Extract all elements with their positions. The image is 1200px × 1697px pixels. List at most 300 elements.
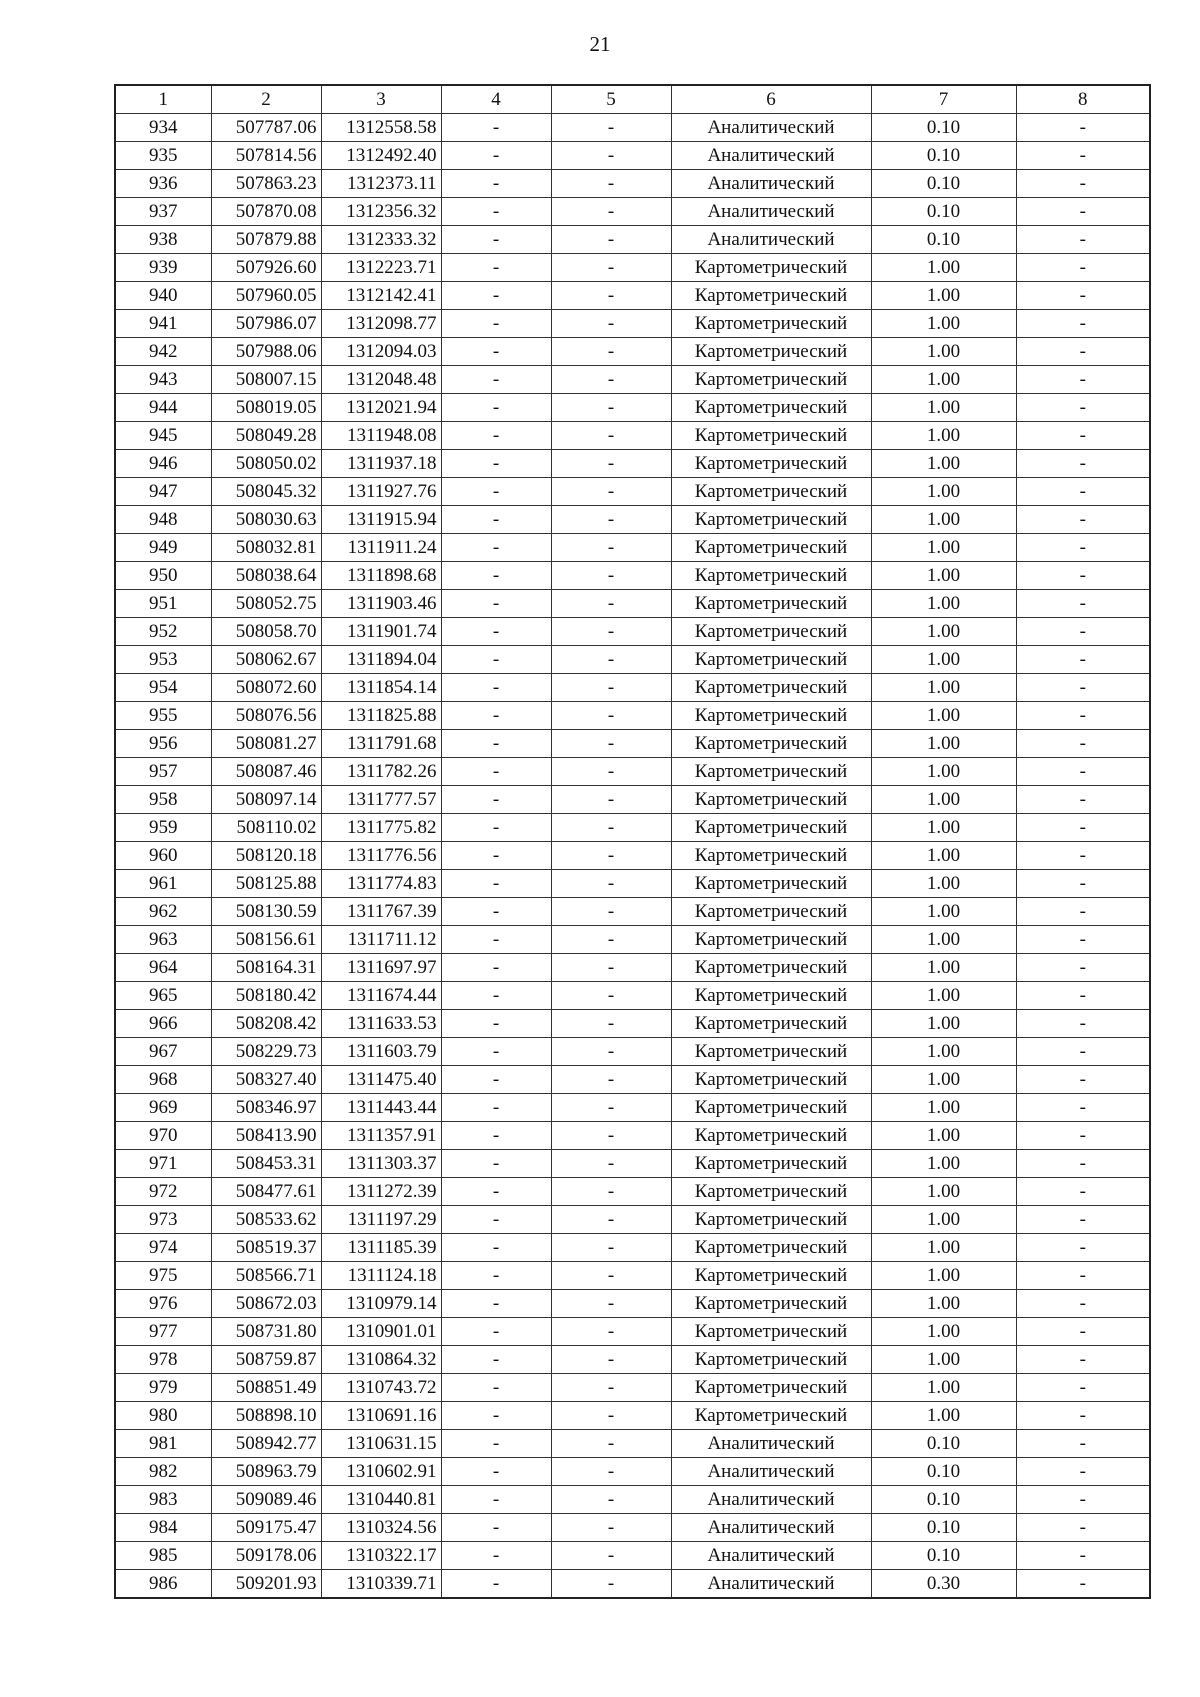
y-coordinate-cell: 1310979.14 xyxy=(321,1290,441,1318)
column-4-cell: - xyxy=(441,142,551,170)
precision-cell: 1.00 xyxy=(871,534,1016,562)
method-cell: Картометрический xyxy=(671,786,871,814)
x-coordinate-cell: 508050.02 xyxy=(211,450,321,478)
table-row xyxy=(115,1234,1150,1262)
column-4-cell: - xyxy=(441,1430,551,1458)
x-coordinate-cell: 508052.75 xyxy=(211,590,321,618)
column-4-cell: - xyxy=(441,450,551,478)
column-8-cell: - xyxy=(1016,730,1150,758)
precision-cell: 1.00 xyxy=(871,478,1016,506)
column-5-cell: - xyxy=(551,814,671,842)
column-8-cell: - xyxy=(1016,842,1150,870)
y-coordinate-cell: 1311603.79 xyxy=(321,1038,441,1066)
precision-cell: 1.00 xyxy=(871,1318,1016,1346)
table-row xyxy=(115,282,1150,310)
y-coordinate-cell: 1312098.77 xyxy=(321,310,441,338)
y-coordinate-cell: 1311777.57 xyxy=(321,786,441,814)
x-coordinate-cell: 507863.23 xyxy=(211,170,321,198)
column-4-cell: - xyxy=(441,170,551,198)
x-coordinate-cell: 507870.08 xyxy=(211,198,321,226)
x-coordinate-cell: 508058.70 xyxy=(211,618,321,646)
table-row xyxy=(115,1122,1150,1150)
point-number-cell: 944 xyxy=(115,394,211,422)
column-4-cell: - xyxy=(441,254,551,282)
method-cell: Картометрический xyxy=(671,1318,871,1346)
method-cell: Картометрический xyxy=(671,618,871,646)
column-5-cell: - xyxy=(551,198,671,226)
column-8-cell: - xyxy=(1016,394,1150,422)
column-4-cell: - xyxy=(441,646,551,674)
precision-cell: 0.10 xyxy=(871,142,1016,170)
point-number-cell: 965 xyxy=(115,982,211,1010)
x-coordinate-cell: 508346.97 xyxy=(211,1094,321,1122)
point-number-cell: 966 xyxy=(115,1010,211,1038)
x-coordinate-cell: 508125.88 xyxy=(211,870,321,898)
x-coordinate-cell: 509178.06 xyxy=(211,1542,321,1570)
column-5-cell: - xyxy=(551,1122,671,1150)
y-coordinate-cell: 1311674.44 xyxy=(321,982,441,1010)
column-8-cell: - xyxy=(1016,674,1150,702)
column-8-cell: - xyxy=(1016,1150,1150,1178)
column-5-cell: - xyxy=(551,506,671,534)
point-number-cell: 979 xyxy=(115,1374,211,1402)
x-coordinate-cell: 508019.05 xyxy=(211,394,321,422)
column-4-cell: - xyxy=(441,1010,551,1038)
table-row xyxy=(115,1010,1150,1038)
table-row xyxy=(115,506,1150,534)
precision-cell: 1.00 xyxy=(871,954,1016,982)
x-coordinate-cell: 508087.46 xyxy=(211,758,321,786)
column-5-cell: - xyxy=(551,1542,671,1570)
column-4-cell: - xyxy=(441,422,551,450)
x-coordinate-cell: 507814.56 xyxy=(211,142,321,170)
table-row xyxy=(115,338,1150,366)
precision-cell: 0.10 xyxy=(871,114,1016,142)
x-coordinate-cell: 508164.31 xyxy=(211,954,321,982)
y-coordinate-cell: 1312356.32 xyxy=(321,198,441,226)
column-5-cell: - xyxy=(551,338,671,366)
precision-cell: 1.00 xyxy=(871,1290,1016,1318)
table-row xyxy=(115,1402,1150,1430)
method-cell: Картометрический xyxy=(671,1038,871,1066)
y-coordinate-cell: 1311475.40 xyxy=(321,1066,441,1094)
method-cell: Картометрический xyxy=(671,450,871,478)
y-coordinate-cell: 1311854.14 xyxy=(321,674,441,702)
method-cell: Картометрический xyxy=(671,1402,871,1430)
column-4-cell: - xyxy=(441,1066,551,1094)
method-cell: Картометрический xyxy=(671,982,871,1010)
column-4-cell: - xyxy=(441,954,551,982)
column-8-cell: - xyxy=(1016,506,1150,534)
column-8-cell: - xyxy=(1016,814,1150,842)
column-8-cell: - xyxy=(1016,450,1150,478)
method-cell: Аналитический xyxy=(671,1486,871,1514)
table-row xyxy=(115,982,1150,1010)
point-number-cell: 962 xyxy=(115,898,211,926)
table-row xyxy=(115,114,1150,142)
column-4-cell: - xyxy=(441,282,551,310)
column-5-cell: - xyxy=(551,534,671,562)
column-8-cell: - xyxy=(1016,1234,1150,1262)
column-8-cell: - xyxy=(1016,982,1150,1010)
table-row xyxy=(115,1346,1150,1374)
x-coordinate-cell: 508963.79 xyxy=(211,1458,321,1486)
column-8-cell: - xyxy=(1016,1514,1150,1542)
precision-cell: 0.10 xyxy=(871,170,1016,198)
column-5-cell: - xyxy=(551,1010,671,1038)
y-coordinate-cell: 1311903.46 xyxy=(321,590,441,618)
point-number-cell: 939 xyxy=(115,254,211,282)
column-5-cell: - xyxy=(551,646,671,674)
x-coordinate-cell: 507926.60 xyxy=(211,254,321,282)
point-number-cell: 970 xyxy=(115,1122,211,1150)
table-row xyxy=(115,926,1150,954)
table-row xyxy=(115,898,1150,926)
point-number-cell: 969 xyxy=(115,1094,211,1122)
column-4-cell: - xyxy=(441,366,551,394)
column-8-cell: - xyxy=(1016,310,1150,338)
column-8-cell: - xyxy=(1016,1374,1150,1402)
x-coordinate-cell: 508120.18 xyxy=(211,842,321,870)
column-4-cell: - xyxy=(441,226,551,254)
point-number-cell: 968 xyxy=(115,1066,211,1094)
x-coordinate-cell: 507960.05 xyxy=(211,282,321,310)
column-header: 7 xyxy=(871,85,1016,114)
column-5-cell: - xyxy=(551,898,671,926)
x-coordinate-cell: 509201.93 xyxy=(211,1570,321,1599)
table-row xyxy=(115,562,1150,590)
column-4-cell: - xyxy=(441,870,551,898)
y-coordinate-cell: 1312142.41 xyxy=(321,282,441,310)
y-coordinate-cell: 1311911.24 xyxy=(321,534,441,562)
column-5-cell: - xyxy=(551,1318,671,1346)
x-coordinate-cell: 508566.71 xyxy=(211,1262,321,1290)
point-number-cell: 947 xyxy=(115,478,211,506)
method-cell: Аналитический xyxy=(671,1514,871,1542)
column-8-cell: - xyxy=(1016,534,1150,562)
y-coordinate-cell: 1310322.17 xyxy=(321,1542,441,1570)
column-5-cell: - xyxy=(551,394,671,422)
table-row xyxy=(115,450,1150,478)
y-coordinate-cell: 1311898.68 xyxy=(321,562,441,590)
x-coordinate-cell: 508110.02 xyxy=(211,814,321,842)
column-5-cell: - xyxy=(551,1262,671,1290)
column-8-cell: - xyxy=(1016,254,1150,282)
column-4-cell: - xyxy=(441,1262,551,1290)
column-4-cell: - xyxy=(441,786,551,814)
column-5-cell: - xyxy=(551,1570,671,1599)
point-number-cell: 986 xyxy=(115,1570,211,1599)
precision-cell: 1.00 xyxy=(871,1206,1016,1234)
column-4-cell: - xyxy=(441,310,551,338)
y-coordinate-cell: 1311197.29 xyxy=(321,1206,441,1234)
x-coordinate-cell: 507986.07 xyxy=(211,310,321,338)
column-8-cell: - xyxy=(1016,1122,1150,1150)
x-coordinate-cell: 509089.46 xyxy=(211,1486,321,1514)
method-cell: Картометрический xyxy=(671,478,871,506)
x-coordinate-cell: 508072.60 xyxy=(211,674,321,702)
table-row xyxy=(115,590,1150,618)
column-4-cell: - xyxy=(441,114,551,142)
column-5-cell: - xyxy=(551,786,671,814)
x-coordinate-cell: 508081.27 xyxy=(211,730,321,758)
precision-cell: 1.00 xyxy=(871,842,1016,870)
point-number-cell: 941 xyxy=(115,310,211,338)
precision-cell: 1.00 xyxy=(871,730,1016,758)
column-4-cell: - xyxy=(441,394,551,422)
table-row xyxy=(115,310,1150,338)
table-row xyxy=(115,1178,1150,1206)
method-cell: Картометрический xyxy=(671,814,871,842)
x-coordinate-cell: 508130.59 xyxy=(211,898,321,926)
table-row xyxy=(115,1318,1150,1346)
method-cell: Картометрический xyxy=(671,1066,871,1094)
column-4-cell: - xyxy=(441,982,551,1010)
x-coordinate-cell: 508045.32 xyxy=(211,478,321,506)
column-4-cell: - xyxy=(441,1318,551,1346)
method-cell: Картометрический xyxy=(671,870,871,898)
column-5-cell: - xyxy=(551,478,671,506)
precision-cell: 1.00 xyxy=(871,1402,1016,1430)
precision-cell: 1.00 xyxy=(871,422,1016,450)
point-number-cell: 983 xyxy=(115,1486,211,1514)
point-number-cell: 937 xyxy=(115,198,211,226)
column-8-cell: - xyxy=(1016,1458,1150,1486)
column-4-cell: - xyxy=(441,506,551,534)
method-cell: Картометрический xyxy=(671,338,871,366)
x-coordinate-cell: 508942.77 xyxy=(211,1430,321,1458)
table-row xyxy=(115,646,1150,674)
table-row xyxy=(115,1486,1150,1514)
precision-cell: 0.10 xyxy=(871,1542,1016,1570)
column-5-cell: - xyxy=(551,870,671,898)
column-5-cell: - xyxy=(551,1430,671,1458)
column-8-cell: - xyxy=(1016,646,1150,674)
point-number-cell: 961 xyxy=(115,870,211,898)
column-4-cell: - xyxy=(441,926,551,954)
column-5-cell: - xyxy=(551,310,671,338)
column-4-cell: - xyxy=(441,590,551,618)
precision-cell: 1.00 xyxy=(871,702,1016,730)
table-row xyxy=(115,702,1150,730)
method-cell: Картометрический xyxy=(671,702,871,730)
table-row xyxy=(115,1458,1150,1486)
x-coordinate-cell: 508097.14 xyxy=(211,786,321,814)
column-5-cell: - xyxy=(551,226,671,254)
precision-cell: 1.00 xyxy=(871,646,1016,674)
point-number-cell: 955 xyxy=(115,702,211,730)
y-coordinate-cell: 1311767.39 xyxy=(321,898,441,926)
x-coordinate-cell: 508032.81 xyxy=(211,534,321,562)
y-coordinate-cell: 1311303.37 xyxy=(321,1150,441,1178)
column-5-cell: - xyxy=(551,730,671,758)
x-coordinate-cell: 508007.15 xyxy=(211,366,321,394)
y-coordinate-cell: 1310440.81 xyxy=(321,1486,441,1514)
column-4-cell: - xyxy=(441,562,551,590)
table-row xyxy=(115,814,1150,842)
method-cell: Аналитический xyxy=(671,1570,871,1599)
x-coordinate-cell: 508533.62 xyxy=(211,1206,321,1234)
y-coordinate-cell: 1311948.08 xyxy=(321,422,441,450)
column-8-cell: - xyxy=(1016,1066,1150,1094)
y-coordinate-cell: 1311927.76 xyxy=(321,478,441,506)
table-row xyxy=(115,1542,1150,1570)
x-coordinate-cell: 508208.42 xyxy=(211,1010,321,1038)
column-8-cell: - xyxy=(1016,366,1150,394)
column-8-cell: - xyxy=(1016,338,1150,366)
column-4-cell: - xyxy=(441,1402,551,1430)
column-5-cell: - xyxy=(551,1346,671,1374)
point-number-cell: 954 xyxy=(115,674,211,702)
point-number-cell: 946 xyxy=(115,450,211,478)
column-8-cell: - xyxy=(1016,786,1150,814)
x-coordinate-cell: 508851.49 xyxy=(211,1374,321,1402)
point-number-cell: 980 xyxy=(115,1402,211,1430)
point-number-cell: 952 xyxy=(115,618,211,646)
method-cell: Картометрический xyxy=(671,422,871,450)
precision-cell: 1.00 xyxy=(871,758,1016,786)
point-number-cell: 959 xyxy=(115,814,211,842)
precision-cell: 0.10 xyxy=(871,198,1016,226)
column-5-cell: - xyxy=(551,1066,671,1094)
table-row xyxy=(115,226,1150,254)
coordinates-table xyxy=(114,84,1151,1599)
y-coordinate-cell: 1311782.26 xyxy=(321,758,441,786)
x-coordinate-cell: 508038.64 xyxy=(211,562,321,590)
y-coordinate-cell: 1311443.44 xyxy=(321,1094,441,1122)
x-coordinate-cell: 507988.06 xyxy=(211,338,321,366)
y-coordinate-cell: 1310339.71 xyxy=(321,1570,441,1599)
precision-cell: 1.00 xyxy=(871,366,1016,394)
precision-cell: 1.00 xyxy=(871,1346,1016,1374)
precision-cell: 1.00 xyxy=(871,310,1016,338)
table-row xyxy=(115,1150,1150,1178)
method-cell: Картометрический xyxy=(671,1290,871,1318)
method-cell: Аналитический xyxy=(671,114,871,142)
column-8-cell: - xyxy=(1016,478,1150,506)
y-coordinate-cell: 1310743.72 xyxy=(321,1374,441,1402)
column-8-cell: - xyxy=(1016,1542,1150,1570)
precision-cell: 1.00 xyxy=(871,982,1016,1010)
column-4-cell: - xyxy=(441,1346,551,1374)
y-coordinate-cell: 1312223.71 xyxy=(321,254,441,282)
column-8-cell: - xyxy=(1016,590,1150,618)
table-row xyxy=(115,1038,1150,1066)
method-cell: Картометрический xyxy=(671,646,871,674)
point-number-cell: 957 xyxy=(115,758,211,786)
precision-cell: 1.00 xyxy=(871,254,1016,282)
column-5-cell: - xyxy=(551,1178,671,1206)
column-8-cell: - xyxy=(1016,1290,1150,1318)
column-5-cell: - xyxy=(551,422,671,450)
y-coordinate-cell: 1311825.88 xyxy=(321,702,441,730)
method-cell: Картометрический xyxy=(671,590,871,618)
table-row xyxy=(115,674,1150,702)
column-8-cell: - xyxy=(1016,1038,1150,1066)
point-number-cell: 973 xyxy=(115,1206,211,1234)
precision-cell: 0.10 xyxy=(871,1458,1016,1486)
point-number-cell: 974 xyxy=(115,1234,211,1262)
y-coordinate-cell: 1312373.11 xyxy=(321,170,441,198)
column-5-cell: - xyxy=(551,1290,671,1318)
column-8-cell: - xyxy=(1016,226,1150,254)
column-4-cell: - xyxy=(441,814,551,842)
column-4-cell: - xyxy=(441,1206,551,1234)
column-4-cell: - xyxy=(441,674,551,702)
method-cell: Картометрический xyxy=(671,1094,871,1122)
method-cell: Картометрический xyxy=(671,394,871,422)
point-number-cell: 981 xyxy=(115,1430,211,1458)
x-coordinate-cell: 507787.06 xyxy=(211,114,321,142)
y-coordinate-cell: 1311633.53 xyxy=(321,1010,441,1038)
method-cell: Картометрический xyxy=(671,730,871,758)
method-cell: Картометрический xyxy=(671,898,871,926)
table-row xyxy=(115,758,1150,786)
point-number-cell: 967 xyxy=(115,1038,211,1066)
method-cell: Картометрический xyxy=(671,1206,871,1234)
method-cell: Картометрический xyxy=(671,1150,871,1178)
column-4-cell: - xyxy=(441,1038,551,1066)
precision-cell: 1.00 xyxy=(871,1178,1016,1206)
column-5-cell: - xyxy=(551,1150,671,1178)
y-coordinate-cell: 1310324.56 xyxy=(321,1514,441,1542)
precision-cell: 1.00 xyxy=(871,674,1016,702)
precision-cell: 1.00 xyxy=(871,282,1016,310)
table-header-row xyxy=(115,85,1150,114)
column-5-cell: - xyxy=(551,1206,671,1234)
column-8-cell: - xyxy=(1016,1094,1150,1122)
table-row xyxy=(115,394,1150,422)
column-4-cell: - xyxy=(441,1514,551,1542)
column-8-cell: - xyxy=(1016,562,1150,590)
column-5-cell: - xyxy=(551,926,671,954)
column-8-cell: - xyxy=(1016,1346,1150,1374)
point-number-cell: 982 xyxy=(115,1458,211,1486)
column-5-cell: - xyxy=(551,1234,671,1262)
table-row xyxy=(115,618,1150,646)
table-row xyxy=(115,730,1150,758)
precision-cell: 1.00 xyxy=(871,870,1016,898)
method-cell: Аналитический xyxy=(671,170,871,198)
precision-cell: 0.10 xyxy=(871,1514,1016,1542)
precision-cell: 1.00 xyxy=(871,898,1016,926)
table-row xyxy=(115,786,1150,814)
column-5-cell: - xyxy=(551,1374,671,1402)
page-number: 21 xyxy=(589,32,611,56)
precision-cell: 0.10 xyxy=(871,1430,1016,1458)
x-coordinate-cell: 508477.61 xyxy=(211,1178,321,1206)
column-8-cell: - xyxy=(1016,926,1150,954)
precision-cell: 0.10 xyxy=(871,1486,1016,1514)
point-number-cell: 942 xyxy=(115,338,211,366)
y-coordinate-cell: 1311894.04 xyxy=(321,646,441,674)
x-coordinate-cell: 508156.61 xyxy=(211,926,321,954)
y-coordinate-cell: 1311711.12 xyxy=(321,926,441,954)
y-coordinate-cell: 1312021.94 xyxy=(321,394,441,422)
y-coordinate-cell: 1311775.82 xyxy=(321,814,441,842)
y-coordinate-cell: 1311937.18 xyxy=(321,450,441,478)
point-number-cell: 971 xyxy=(115,1150,211,1178)
method-cell: Картометрический xyxy=(671,1234,871,1262)
point-number-cell: 953 xyxy=(115,646,211,674)
column-4-cell: - xyxy=(441,1570,551,1599)
column-8-cell: - xyxy=(1016,758,1150,786)
point-number-cell: 976 xyxy=(115,1290,211,1318)
column-5-cell: - xyxy=(551,702,671,730)
column-5-cell: - xyxy=(551,114,671,142)
x-coordinate-cell: 508453.31 xyxy=(211,1150,321,1178)
x-coordinate-cell: 508180.42 xyxy=(211,982,321,1010)
